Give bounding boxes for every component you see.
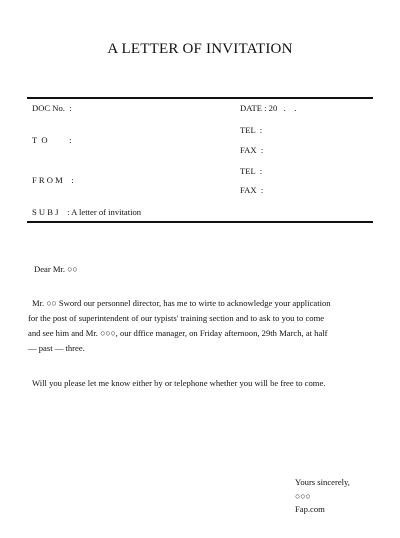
signer-name: ○○○ xyxy=(295,491,311,501)
to-field: T O : xyxy=(32,135,72,145)
paragraph-1-line-2: for the post of superintendent of our typists' training section and to ask to you to come xyxy=(28,313,325,323)
company-name: Fap.com xyxy=(295,504,325,514)
paragraph-1-line-3: and see him and Mr. ○○○, our dffice manager, on Friday afternoon, 29th March, at half xyxy=(28,328,328,338)
doc-number-field: DOC No. : xyxy=(32,103,72,113)
paragraph-2: Will you please let me know either by or telephone whether you will be free to come. xyxy=(32,378,326,388)
to-tel-field: TEL : xyxy=(240,125,263,135)
subject-field: S U B J : A letter of invitation xyxy=(32,207,142,217)
header-top-rule xyxy=(27,97,373,99)
greeting: Dear Mr. ○○ xyxy=(34,264,78,274)
to-fax-field: FAX : xyxy=(240,145,264,155)
from-field: F R O M : xyxy=(32,175,74,185)
header-bottom-rule xyxy=(27,221,373,223)
document-title: A LETTER OF INVITATION xyxy=(107,41,293,57)
paragraph-1-line-4: — past — three. xyxy=(28,343,85,353)
from-tel-field: TEL : xyxy=(240,166,263,176)
closing: Yours sincerely, xyxy=(295,477,350,487)
date-field: DATE : 20 . . xyxy=(240,103,297,113)
from-fax-field: FAX : xyxy=(240,185,264,195)
paragraph-1-line-1: Mr. ○○ Sword our personnel director, has me to wirte to acknowledge your application xyxy=(32,298,331,308)
